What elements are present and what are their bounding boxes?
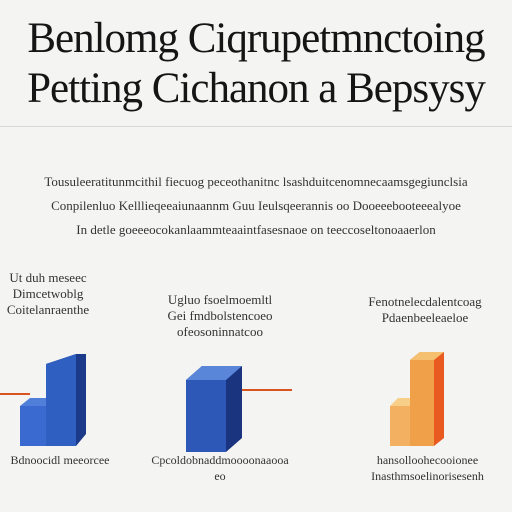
intro-text-line-1: Tousuleeratitunmcithil fiecuog peceothanitnc lsashduitcenomnecaamsgegiunclsia (44, 174, 468, 189)
panel-3-bar-graphic (380, 350, 460, 450)
intro-text-line-3: In detle goeeeocokanlaammteaaintfasesnaoe on teeccoseltonoaaerlon (76, 222, 436, 237)
panel-2-bar-front (186, 380, 226, 452)
panel-2-label: Ugluo fsoelmoemltl Gei fmdbolstencoeo ofeosoninnatcoo (167, 292, 273, 339)
panel-2-bar-graphic (180, 360, 300, 452)
panel-2-caption: Cpcoldobnaddmoooonaaooa eo (151, 453, 289, 483)
panel-3-bar-front (410, 360, 434, 446)
panel-3-caption: hansolloohecooionee Inasthmsoelinorisesenh (371, 453, 484, 483)
panel-1-bar-top (20, 398, 46, 406)
page-title-line-1: Benlomg Ciqrupetmnctoing (27, 15, 485, 62)
panel-1-bar-step (20, 406, 46, 446)
panel-1-bar-front (46, 354, 76, 446)
panel-3-label: Fenotnelecdalentcoag Pdaenbeeleaeloe (368, 294, 482, 325)
panel-3-bar-step (390, 406, 410, 446)
page-title-line-2: Petting Cichanon a Bepsysy (27, 65, 485, 112)
panel-1-bar-graphic (0, 350, 120, 450)
panel-1-label: Ut duh meseec Dimcetwoblg Coitelanraenthe (6, 270, 90, 317)
panel-3-bar-step-top (390, 398, 410, 406)
intro-text-line-2: Conpilenluo Kelllieqeeaiunaannm Guu Ieulsqeerannis oo Dooeeebooteeealyoe (51, 198, 461, 213)
divider (0, 126, 512, 127)
panel-1-caption: Bdnoocidl meeorcee (10, 453, 110, 467)
